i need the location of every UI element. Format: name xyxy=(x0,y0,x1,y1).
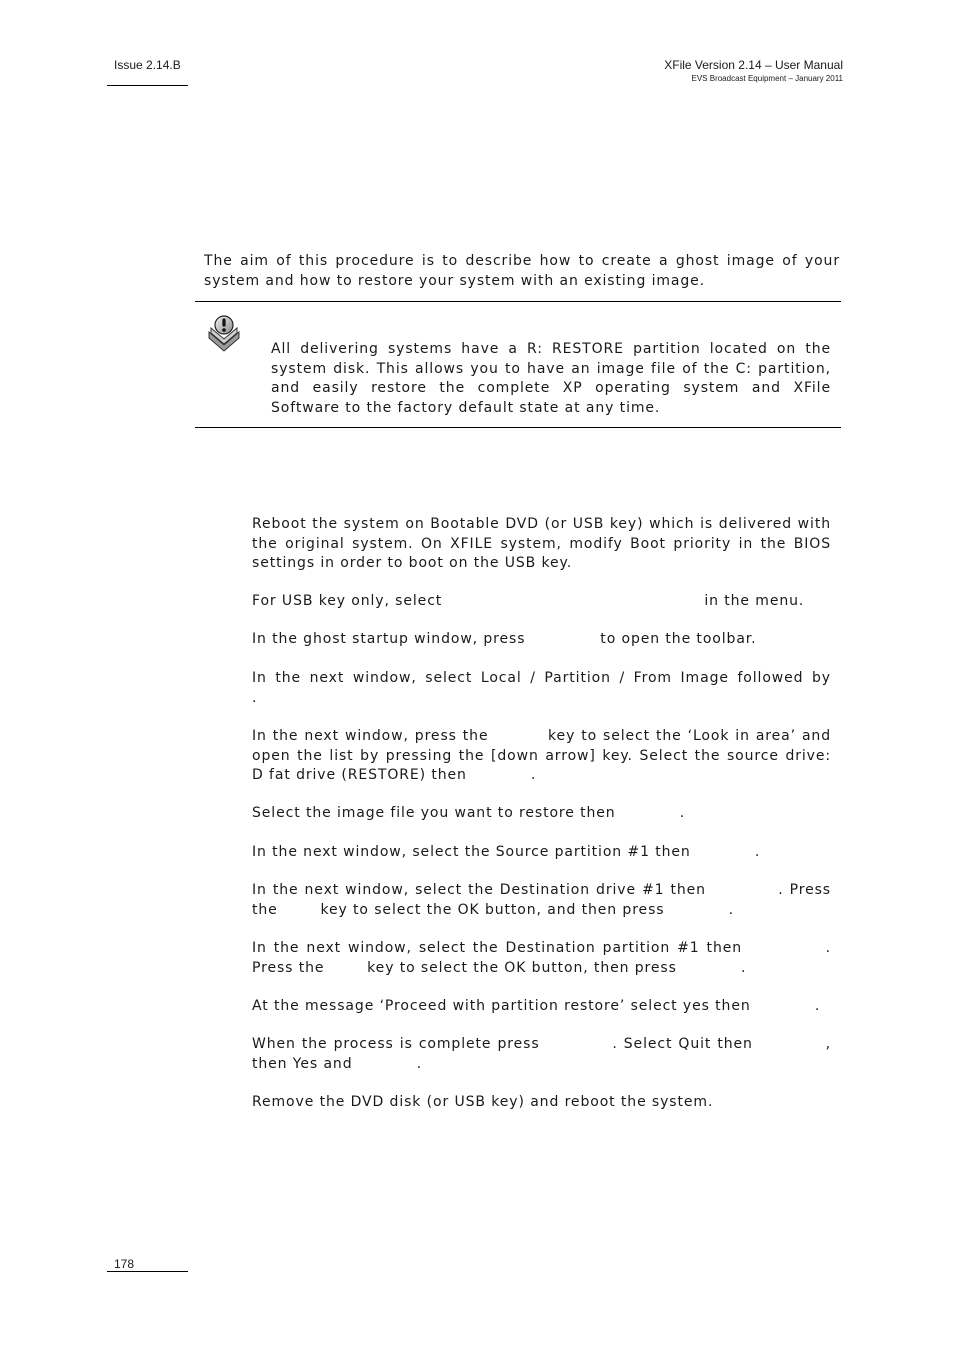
step-item: In the next window, select the Source partition #1 then . xyxy=(252,844,761,860)
footer-rule xyxy=(107,1271,188,1272)
step-item: In the next window, press the key to select the ‘Look in area’ and open the list by pressing the [down arrow] key. Select the source drive: D fat drive (RESTORE) then . xyxy=(252,728,837,783)
page-number: 178 xyxy=(114,1257,135,1271)
step-item: When the process is complete press . Select Quit then , then Yes and . xyxy=(252,1036,837,1072)
note-text: All delivering systems have a R: RESTORE partition located on the system disk. This allows you to have an image file of the C: partition, and easily restore the complete XP operating system and XFile Software to the factory default state at any time. xyxy=(271,341,831,416)
step-item: For USB key only, select in the menu. xyxy=(252,593,805,609)
issue-label: Issue 2.14.B xyxy=(114,58,181,72)
important-note-icon xyxy=(206,314,242,354)
step-item: Reboot the system on Bootable DVD (or USB key) which is delivered with the original system. On XFILE system, modify Boot priority in the BIOS settings in order to boot on the USB key. xyxy=(252,516,837,571)
step-item: In the next window, select the Destination partition #1 then . Press the key to select the OK button, then press . xyxy=(252,940,837,976)
intro-paragraph: The aim of this procedure is to describe how to create a ghost image of your system and how to restore your system with an existing image. xyxy=(204,253,840,289)
step-item: In the next window, select the Destination drive #1 then . Press the key to select the OK button, and then press . xyxy=(252,882,837,918)
step-item: Select the image file you want to restore then . xyxy=(252,805,686,821)
document-title: XFile Version 2.14 – User Manual xyxy=(664,58,843,72)
step-item: At the message ‘Proceed with partition restore’ select yes then . xyxy=(252,998,821,1014)
step-item: Remove the DVD disk (or USB key) and reboot the system. xyxy=(252,1094,714,1110)
document-subtitle: EVS Broadcast Equipment – January 2011 xyxy=(691,74,843,83)
note-bottom-rule xyxy=(195,427,841,428)
step-item: In the next window, select Local / Partition / From Image followed by . xyxy=(252,670,880,706)
step-item: In the ghost startup window, press to open the toolbar. xyxy=(252,631,757,647)
header-rule xyxy=(107,85,188,86)
note-top-rule xyxy=(195,301,841,302)
